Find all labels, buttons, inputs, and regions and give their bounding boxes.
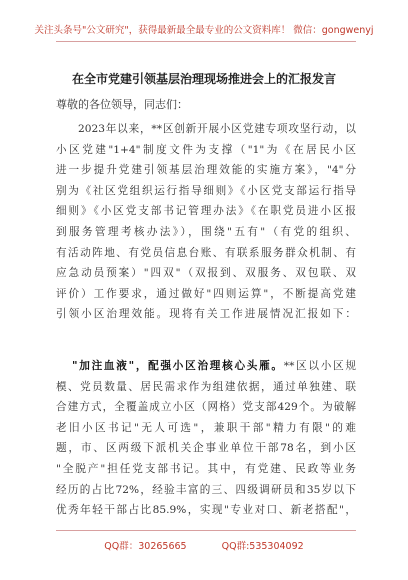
footer-qq-group-2: QQ群:535304092 <box>221 541 304 552</box>
text-line: 老旧小区书记"无人可选"，兼职干部"精力有限"的难 <box>56 421 356 434</box>
text-line: 2023年以来，**区创新开展小区党建专项攻坚行动，以 <box>78 123 356 135</box>
text-line: 优秀年轻干部占比85.9%，实现"专业对口、新老搭配"， <box>56 504 356 517</box>
text-line: 合建方式，全覆盖成立小区（网格）党支部429个。为破解 <box>56 401 356 414</box>
text-line-rest: **区以小区规 <box>283 360 356 372</box>
header-notice: 关注头条号"公文研究"，获得最新最全最专业的公文资料库！ 微信：gongwenyj <box>34 25 374 36</box>
text-line: 别为《社区党组织运行指导细则》《小区党支部运行指导 <box>56 184 356 197</box>
text-line: 经历的占比72%，经验丰富的三、四级调研员和35岁以下 <box>56 483 356 496</box>
text-line-first <box>56 356 356 377</box>
text-line: 题，市、区两级下派机关企事业单位干部78名，到小区 <box>56 442 356 455</box>
document-title: 在全市党建引领基层治理现场推进会上的汇报发言 <box>71 72 336 86</box>
footer-divider <box>56 530 356 531</box>
text-line: 小区党建"1+4"制度文件为支撑（"1"为《在居民小区 <box>56 143 356 156</box>
paragraph-2 <box>56 356 356 521</box>
footer-qq-group-1: QQ群：30265665 <box>104 541 187 552</box>
paragraph-lead: "加注血液"，配强小区治理核心头雁。 <box>72 360 284 372</box>
text-line: 到服务管理考核办法》），围绕"五有"（有党的组织、 <box>56 225 356 238</box>
text-line: 评价）工作要求，通过做好"四则运算"，不断提高党建 <box>56 287 356 300</box>
text-line: 模、党员数量、居民需求作为组建依据，通过单独建、联 <box>56 380 356 393</box>
paragraph-1 <box>56 119 356 325</box>
text-line: 进一步提升党建引领基层治理效能的实施方案》，"4"分 <box>56 164 356 177</box>
greeting: 尊敬的各位领导，同志们： <box>56 98 188 111</box>
header-divider <box>56 41 356 42</box>
text-line: 有活动阵地、有党员信息台账、有联系服务群众机制、有 <box>56 246 356 259</box>
text-line: "全脱产"担任党支部书记。其中，有党建、民政等业务 <box>56 462 356 475</box>
text-line: 应急动员预案）"四双"（双报到、双服务、双包联、双 <box>56 267 356 280</box>
footer <box>0 538 408 552</box>
text-line: 细则》《小区党支部书记管理办法》《在职党员进小区报 <box>56 205 356 218</box>
text-line: 引领小区治理效能。现将有关工作进展情况汇报如下： <box>56 308 356 321</box>
